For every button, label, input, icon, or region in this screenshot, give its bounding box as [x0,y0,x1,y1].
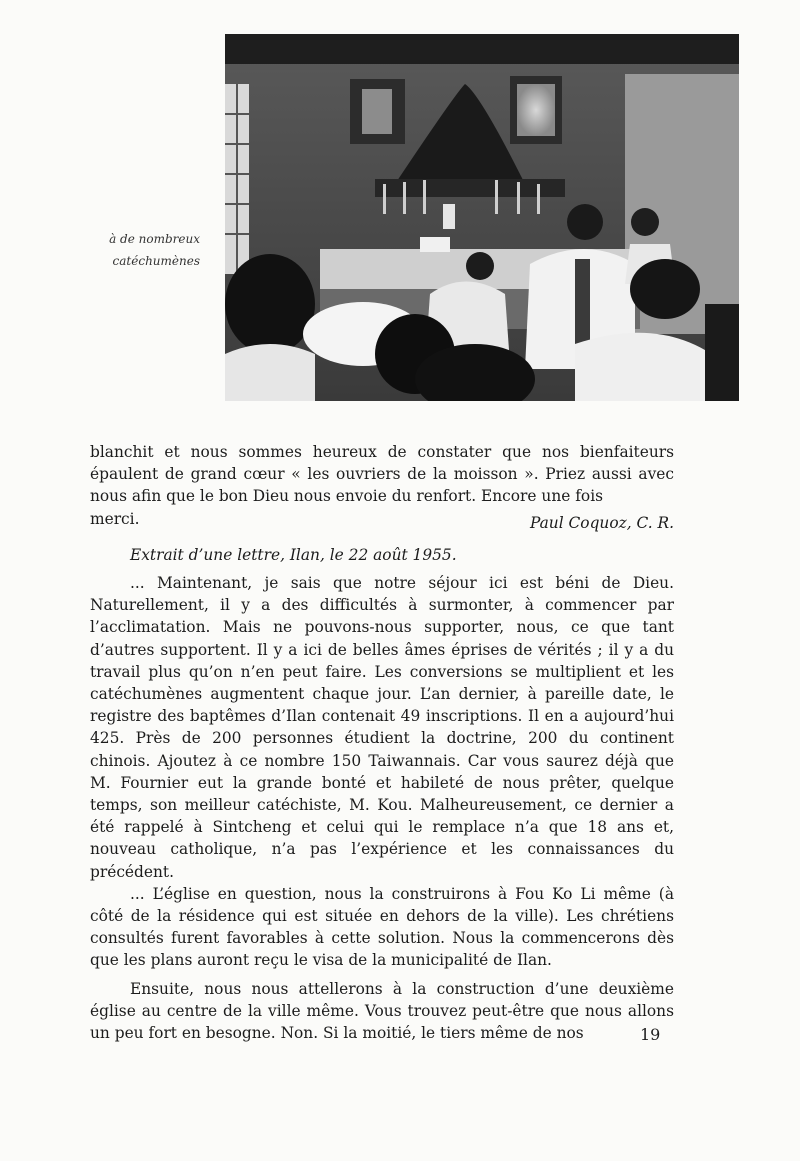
paragraph: ... Maintenant, je sais que notre séjour ici est béni de Dieu. Naturellement, il y a des difficultés à surmonter, à commencer par l’acclimatation. Mais ne pouvons-nous supporter, nous, ce que tant d’autres supportent. Il y a ici de belles âmes éprises de vérités ; il y a du travail plus qu’on n’en peut faire. Les conversions se multiplient et les catéchumènes augmentent chaque jour. L’an dernier, à pareille date, le registre des baptêmes d’Ilan contenait 49 inscriptions. Il en a aujourd’hui 425. Près de 200 personnes étudient la doctrine, 200 du continent chinois. Ajoutez à ce nombre 150 Taiwannais. Car vous saurez déjà que M. Fournier eut la grande bonté et habileté de nous prêter, quelque temps, son meilleur catéchiste, M. Kou. Malheureusement, ce dernier a été rappelé à Sintcheng et celui qui le remplace n’a que 18 ans et, nouveau catholique, n’a pas l’expérience et les connaissances du précédent. [90,574,674,881]
caption-line: catéchumènes [112,254,200,268]
paragraph: ... L’église en question, nous la construirons à Fou Ko Li même (à côté de la résidence qui est située en dehors de la ville). Les chrétiens consultés furent favorables à cette solution. Nous la commencerons dès que les plans auront reçu le visa de la municipalité de Ilan. [90,884,674,970]
paragraph: Ensuite, nous nous attellerons à la construction d’une deuxième église au centre de la ville même. Vous trouvez peut-être que nous allons un peu fort en besogne. Non. Si la moitié, le tiers même de nos [90,979,674,1043]
signature: Paul Coquoz, C. R. [529,513,674,532]
closing-word: merci. [90,509,140,528]
paragraph-end [90,508,674,530]
photo-caption [60,228,200,272]
paragraph: blanchit et nous sommes heureux de constater que nos bienfaiteurs épaulent de grand cœur « les ouvriers de la moisson ». Priez aussi avec nous afin que le bon Dieu nous envoie du renfort. Encore une fois [90,443,674,506]
caption-line: à de nombreux [109,232,200,246]
article-body [90,441,674,1044]
extract-heading: Extrait d’une lettre, Ilan, le 22 août 1955. [130,545,457,564]
church-interior-photo [225,34,739,401]
page-number: 19 [640,1025,661,1044]
